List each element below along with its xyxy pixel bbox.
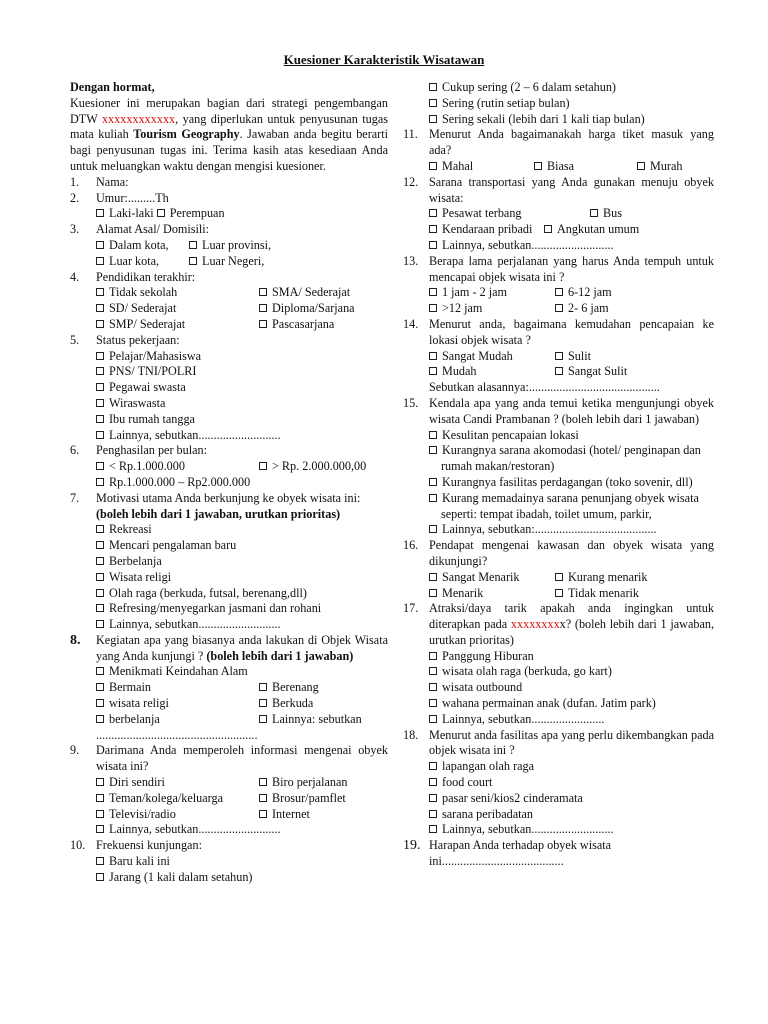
checkbox[interactable]: [96, 699, 104, 707]
q14-reason: Sebutkan alasannya:...........................................: [429, 380, 660, 395]
checkbox[interactable]: [637, 162, 645, 170]
question-4: 4. Pendidikan terakhir:: [70, 269, 196, 284]
q8-option: Menikmati Keindahan Alam: [70, 664, 388, 680]
checkbox[interactable]: [96, 431, 104, 439]
checkbox[interactable]: [96, 857, 104, 865]
checkbox[interactable]: [96, 257, 104, 265]
q5-option: Lainnya, sebutkan...........................: [70, 428, 388, 444]
q7-option: Rekreasi: [70, 522, 388, 538]
q5-option: PNS/ TNI/POLRI: [70, 364, 388, 380]
q12-row-1: Pesawat terbang Bus: [403, 206, 714, 222]
checkbox[interactable]: [96, 589, 104, 597]
checkbox[interactable]: [259, 683, 267, 691]
question-12: 12. Sarana transportasi yang Anda gunakan menuju obyek wisata:: [403, 174, 714, 205]
checkbox[interactable]: [96, 209, 104, 217]
question-3: 3. Alamat Asal/ Domisili:: [70, 222, 210, 237]
q18-option: food court: [403, 775, 714, 791]
question-17: 17. Atraksi/daya tarik apakah anda ingingkan untuk diterapkan pada xxxxxxxxx? (boleh lebih dari 1 jawaban, urutkan prioritas): [403, 601, 714, 647]
checkbox[interactable]: [96, 352, 104, 360]
checkbox[interactable]: [429, 304, 437, 312]
checkbox[interactable]: [429, 446, 437, 454]
checkbox[interactable]: [189, 241, 197, 249]
checkbox[interactable]: [429, 83, 437, 91]
q5-option: Wiraswasta: [70, 396, 388, 412]
checkbox[interactable]: [429, 225, 437, 233]
q5-option: Pegawai swasta: [70, 380, 388, 396]
question-11: 11. Menurut Anda bagaimanakah harga tiket masuk yang ada?: [403, 127, 714, 158]
q15-option: Kesulitan pencapaian lokasi: [403, 428, 714, 444]
left-column: [70, 80, 388, 886]
q12-option: Lainnya, sebutkan...........................: [403, 238, 714, 254]
q4-row-3: SMP/ Sederajat Pascasarjana: [70, 317, 388, 333]
checkbox[interactable]: [429, 778, 437, 786]
question-6: 6. Penghasilan per bulan:: [70, 443, 208, 458]
q9-row-3: Televisi/radio Internet: [70, 807, 388, 823]
q12-row-2: Kendaraan pribadi Angkutan umum: [403, 222, 714, 238]
q7-option: Refresing/menyegarkan jasmani dan rohani: [70, 601, 388, 617]
q5-option: Pelajar/Mahasiswa: [70, 349, 388, 365]
checkbox[interactable]: [429, 99, 437, 107]
checkbox[interactable]: [555, 352, 563, 360]
checkbox[interactable]: [96, 794, 104, 802]
question-9: 9. Darimana Anda memperoleh informasi mengenai obyek wisata ini?: [70, 743, 388, 774]
q5-option: Ibu rumah tangga: [70, 412, 388, 428]
q17-option: Lainnya, sebutkan........................: [403, 712, 714, 728]
q6-row-1: < Rp.1.000.000 > Rp. 2.000.000,00: [70, 459, 388, 475]
checkbox[interactable]: [590, 209, 598, 217]
q18-option: Lainnya, sebutkan...........................: [403, 822, 714, 838]
q8-row-3: berbelanja Lainnya: sebutkan: [70, 712, 388, 728]
checkbox[interactable]: [429, 683, 437, 691]
question-1: 1. Nama:: [70, 174, 129, 189]
checkbox[interactable]: [96, 288, 104, 296]
q10-option: Cukup sering (2 – 6 dalam setahun): [403, 80, 714, 96]
checkbox[interactable]: [96, 399, 104, 407]
q7-option: Lainnya, sebutkan...........................: [70, 617, 388, 633]
q7-option: Berbelanja: [70, 554, 388, 570]
checkbox[interactable]: [259, 778, 267, 786]
checkbox[interactable]: [429, 241, 437, 249]
checkbox[interactable]: [534, 162, 542, 170]
q14-row-1: Sangat Mudah Sulit: [403, 349, 714, 365]
checkbox[interactable]: [429, 589, 437, 597]
question-8: 8. Kegiatan apa yang biasanya anda lakukan di Objek Wisata yang Anda kunjungi ? (boleh lebih dari 1 jawaban): [70, 632, 388, 663]
q15-option: Lainnya, sebutkan:........................................: [403, 522, 714, 538]
checkbox[interactable]: [429, 715, 437, 723]
greeting: Dengan hormat,: [70, 80, 155, 94]
course-name: Tourism Geography: [133, 127, 240, 142]
checkbox[interactable]: [429, 494, 437, 502]
q16-row-1: Sangat Menarik Kurang menarik: [403, 570, 714, 586]
checkbox[interactable]: [429, 525, 437, 533]
q15-option: Kurangnya sarana akomodasi (hotel/ penginapan dan rumah makan/restoran): [403, 443, 714, 475]
object-placeholder: xxxxxxxx: [510, 617, 560, 632]
q18-option: lapangan olah raga: [403, 759, 714, 775]
q8-dots: .....................................................: [96, 727, 258, 742]
right-column: [403, 80, 714, 870]
question-14: 14. Menurut anda, bagaimana kemudahan pencapaian ke lokasi objek wisata ?: [403, 316, 714, 347]
checkbox[interactable]: [96, 620, 104, 628]
page-title: Kuesioner Karakteristik Wisatawan: [283, 52, 485, 67]
q17-option: wisata olah raga (berkuda, go kart): [403, 664, 714, 680]
question-10: 10. Frekuensi kunjungan:: [70, 838, 202, 853]
checkbox[interactable]: [429, 288, 437, 296]
checkbox[interactable]: [96, 415, 104, 423]
q17-option: wahana permainan anak (dufan. Jatim park): [403, 696, 714, 712]
q8-row-1: Bermain Berenang: [70, 680, 388, 696]
q13-row-1: 1 jam - 2 jam 6-12 jam: [403, 285, 714, 301]
q9-option: Lainnya, sebutkan...........................: [70, 822, 388, 838]
question-18: 18. Menurut anda fasilitas apa yang perlu dikembangkan pada objek wisata ini ?: [403, 727, 714, 758]
q13-row-2: >12 jam 2- 6 jam: [403, 301, 714, 317]
q9-row-1: Diri sendiri Biro perjalanan: [70, 775, 388, 791]
dtw-placeholder: xxxxxxxxxxxx: [102, 111, 176, 126]
q10-option: Baru kali ini: [70, 854, 388, 870]
checkbox[interactable]: [96, 304, 104, 312]
checkbox[interactable]: [429, 352, 437, 360]
checkbox[interactable]: [429, 825, 437, 833]
checkbox[interactable]: [96, 810, 104, 818]
checkbox[interactable]: [429, 699, 437, 707]
question-16: 16. Pendapat mengenai kawasan dan obyek wisata yang dikunjungi?: [403, 538, 714, 568]
q7-option: Wisata religi: [70, 570, 388, 586]
checkbox[interactable]: [259, 304, 267, 312]
q4-row-1: Tidak sekolah SMA/ Sederajat: [70, 285, 388, 301]
checkbox[interactable]: [429, 478, 437, 486]
checkbox[interactable]: [259, 794, 267, 802]
checkbox[interactable]: [259, 462, 267, 470]
checkbox[interactable]: [555, 288, 563, 296]
checkbox[interactable]: [555, 367, 563, 375]
checkbox[interactable]: [189, 257, 197, 265]
question-19: 19. Harapan Anda terhadap obyek wisata ini........................................: [403, 838, 612, 869]
q7-option: Mencari pengalaman baru: [70, 538, 388, 554]
q17-option: Panggung Hiburan: [403, 649, 714, 665]
checkbox[interactable]: [555, 589, 563, 597]
q10-option: Sering sekali (lebih dari 1 kali tiap bulan): [403, 112, 714, 128]
q10-option: Sering (rutin setiap bulan): [403, 96, 714, 112]
checkbox[interactable]: [429, 115, 437, 123]
checkbox[interactable]: [96, 241, 104, 249]
checkbox[interactable]: [259, 715, 267, 723]
checkbox[interactable]: [96, 778, 104, 786]
checkbox[interactable]: [157, 209, 165, 217]
question-7: 7. Motivasi utama Anda berkunjung ke obyek wisata ini: (boleh lebih dari 1 jawaban, urutkan prioritas): [70, 490, 361, 521]
q3-row-2: Luar kota, Luar Negeri,: [70, 254, 388, 270]
q18-option: pasar seni/kios2 cinderamata: [403, 791, 714, 807]
checkbox[interactable]: [429, 762, 437, 770]
checkbox[interactable]: [96, 715, 104, 723]
q3-row-1: Dalam kota, Luar provinsi,: [70, 238, 388, 254]
checkbox[interactable]: [259, 810, 267, 818]
q11-row: Mahal Biasa Murah: [403, 159, 714, 175]
checkbox[interactable]: [96, 367, 104, 375]
checkbox[interactable]: [429, 810, 437, 818]
question-5: 5. Status pekerjaan:: [70, 332, 180, 347]
checkbox[interactable]: [259, 320, 267, 328]
checkbox[interactable]: [96, 525, 104, 533]
checkbox[interactable]: [96, 604, 104, 612]
q15-option: Kurangnya fasilitas perdagangan (toko sovenir, dll): [403, 475, 714, 491]
intro-paragraph: Kuesioner ini merupakan bagian dari strategi pengembangan DTW xxxxxxxxxxxx, yang diperlukan untuk penyusunan tugas mata kuliah Tourism Geography. Jawaban anda begitu berarti bagi penyusunan tugas ini. Terima kasih atas kesediaan Anda untuk meluangkan waktu dengan mengisi kuesioner.: [70, 95, 389, 173]
question-15: 15. Kendala apa yang anda temui ketika mengunjungi obyek wisata Candi Prambanan ? (boleh lebih dari 1 jawaban): [403, 395, 714, 426]
q4-row-2: SD/ Sederajat Diploma/Sarjana: [70, 301, 388, 317]
checkbox[interactable]: [96, 557, 104, 565]
checkbox[interactable]: [429, 209, 437, 217]
checkbox[interactable]: [544, 225, 552, 233]
checkbox[interactable]: [259, 288, 267, 296]
q10-option: Jarang (1 kali dalam setahun): [70, 870, 388, 886]
checkbox[interactable]: [96, 478, 104, 486]
checkbox[interactable]: [96, 541, 104, 549]
checkbox[interactable]: [96, 573, 104, 581]
q18-option: sarana peribadatan: [403, 807, 714, 823]
checkbox[interactable]: [429, 367, 437, 375]
checkbox[interactable]: [96, 873, 104, 881]
checkbox[interactable]: [429, 162, 437, 170]
checkbox[interactable]: [96, 320, 104, 328]
q8-row-2: wisata religi Berkuda: [70, 696, 388, 712]
question-2: 2. Umur:.........Th: [70, 190, 169, 205]
checkbox[interactable]: [555, 573, 563, 581]
q14-row-2: Mudah Sangat Sulit: [403, 364, 714, 380]
checkbox[interactable]: [429, 667, 437, 675]
checkbox[interactable]: [429, 573, 437, 581]
checkbox[interactable]: [96, 683, 104, 691]
q17-option: wisata outbound: [403, 680, 714, 696]
checkbox[interactable]: [429, 652, 437, 660]
q9-row-2: Teman/kolega/keluarga Brosur/pamflet: [70, 791, 388, 807]
checkbox[interactable]: [96, 383, 104, 391]
q16-row-2: Menarik Tidak menarik: [403, 586, 714, 602]
checkbox[interactable]: [96, 667, 104, 675]
checkbox[interactable]: [429, 431, 437, 439]
checkbox[interactable]: [96, 825, 104, 833]
question-13: 13. Berapa lama perjalanan yang harus Anda tempuh untuk mencapai objek wisata ini ?: [403, 253, 714, 284]
q15-option: Kurang memadainya sarana penunjang obyek wisata seperti: tempat ibadah, toilet umum, parkir,: [403, 491, 714, 523]
checkbox[interactable]: [555, 304, 563, 312]
q6-option: Rp.1.000.000 – Rp2.000.000: [70, 475, 388, 491]
checkbox[interactable]: [259, 699, 267, 707]
checkbox[interactable]: [429, 794, 437, 802]
q2-options: Laki-laki Perempuan: [70, 206, 388, 222]
q7-option: Olah raga (berkuda, futsal, berenang,dll): [70, 586, 388, 602]
checkbox[interactable]: [96, 462, 104, 470]
